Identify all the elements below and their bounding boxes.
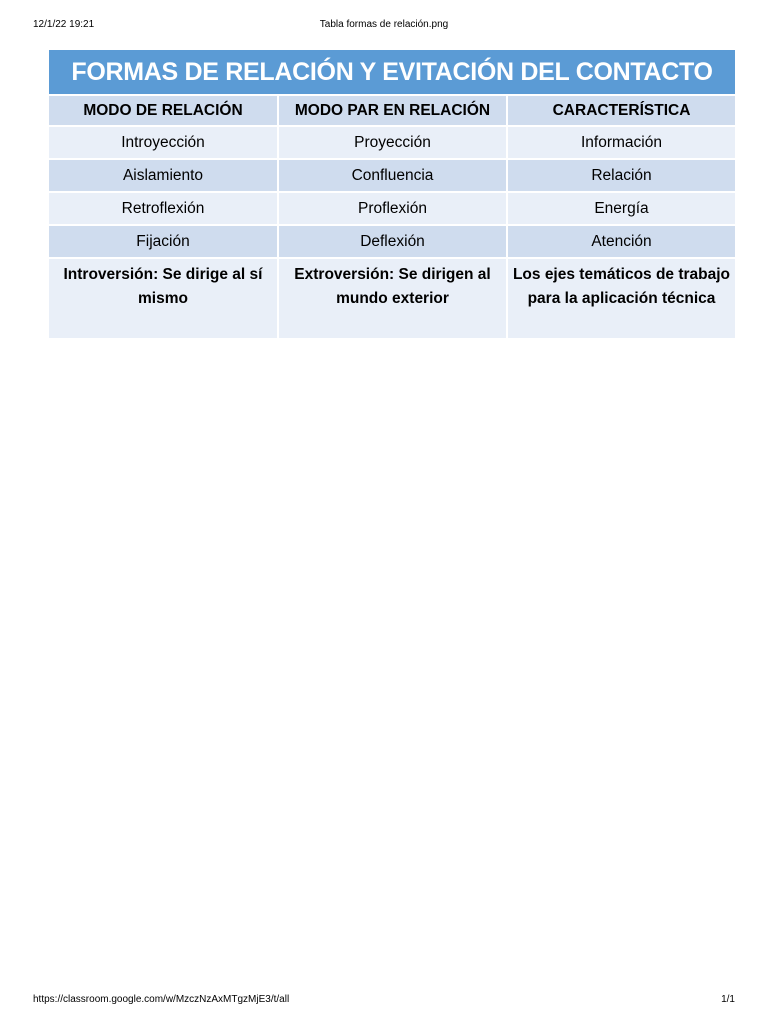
table-row: [49, 225, 735, 258]
summary-cell-ejes-tematicos: Los ejes temáticos de trabajo para la aplicación técnica: [507, 258, 735, 338]
table-cell: Aislamiento: [49, 159, 278, 192]
table-title: FORMAS DE RELACIÓN Y EVITACIÓN DEL CONTACTO: [49, 50, 735, 94]
table-header-row: [49, 95, 735, 126]
table-cell: Relación: [507, 159, 735, 192]
table-cell: Atención: [507, 225, 735, 258]
table-cell: Retroflexión: [49, 192, 278, 225]
table-cell: Proyección: [278, 126, 507, 159]
summary-cell-extroversion: Extroversión: Se dirigen al mundo exterior: [278, 258, 507, 338]
table-row: [49, 159, 735, 192]
table-row: [49, 126, 735, 159]
print-footer: [33, 993, 735, 1007]
table-cell: Fijación: [49, 225, 278, 258]
table-cell: Energía: [507, 192, 735, 225]
table-summary-row: [49, 258, 735, 338]
column-header-modo-par: MODO PAR EN RELACIÓN: [278, 95, 507, 126]
print-document-title: Tabla formas de relación.png: [319, 19, 449, 30]
table-cell: Información: [507, 126, 735, 159]
print-date: 12/1/22 19:21: [33, 19, 95, 30]
summary-cell-introversion: Introversión: Se dirige al sí mismo: [49, 258, 278, 338]
print-header: [33, 18, 735, 32]
table-cell: Deflexión: [278, 225, 507, 258]
table-cell: Introyección: [49, 126, 278, 159]
column-header-caracteristica: CARACTERÍSTICA: [507, 95, 735, 126]
table-cell: Confluencia: [278, 159, 507, 192]
table-cell: Proflexión: [278, 192, 507, 225]
print-source-url: https://classroom.google.com/w/MzczNzAxMTgzMjE3/t/all: [33, 994, 290, 1005]
column-header-modo-de-relacion: MODO DE RELACIÓN: [49, 95, 278, 126]
relation-grid: [49, 94, 735, 338]
table-row: [49, 192, 735, 225]
page-number: 1/1: [721, 994, 735, 1005]
relation-table: [49, 50, 735, 338]
